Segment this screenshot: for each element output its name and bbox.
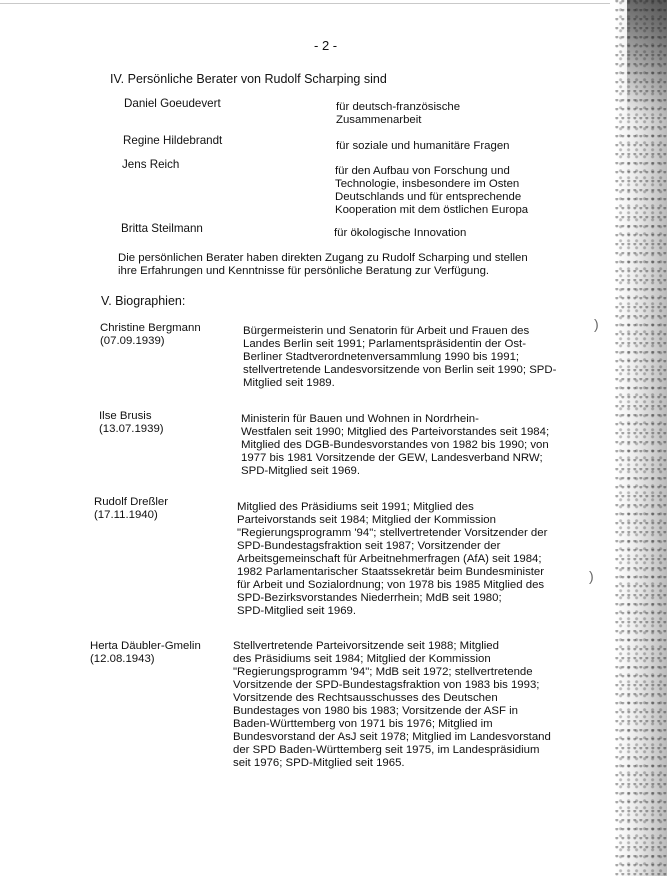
bio-line: der SPD Baden-Württemberg seit 1975, im Landespräsidium xyxy=(233,744,540,756)
advisor-role-line: Zusammenarbeit xyxy=(336,114,422,126)
bio-line: Bundestages von 1980 bis 1983; Vorsitzende der ASF in xyxy=(233,705,518,717)
bio-line: Berliner Stadtverordnetenversammlung 1990 bis 1991; xyxy=(243,351,520,363)
bio-date: (17.11.1940) xyxy=(94,509,158,521)
scan-edge-line xyxy=(0,3,610,4)
advisor-name: Daniel Goeudevert xyxy=(124,97,221,110)
advisor-note xyxy=(118,252,528,278)
bio-line: Mitglied seit 1989. xyxy=(243,377,335,389)
bio-line: des Präsidiums seit 1984; Mitglied der Kommission xyxy=(233,653,491,665)
note-line: ihre Erfahrungen und Kenntnisse für persönliche Beratung zur Verfügung. xyxy=(118,265,490,277)
bio-line: Mitglied des DGB-Bundesvorstandes von 1982 bis 1990; von xyxy=(241,439,549,451)
bio-date: (07.09.1939) xyxy=(100,335,165,347)
bio-name: Rudolf Dreßler xyxy=(94,496,169,508)
bio-line: stellvertretende Landesvorsitzende von Berlin seit 1990; SPD- xyxy=(243,364,557,376)
bio-person xyxy=(100,322,201,348)
scan-dark-corner xyxy=(627,0,667,120)
page-number: - 2 - xyxy=(314,38,338,53)
bio-text xyxy=(243,325,556,390)
bio-line: SPD-Mitglied seit 1969. xyxy=(237,605,357,617)
bio-line: Vorsitzende des Rechtsausschusses des Deutschen xyxy=(233,692,498,704)
bio-line: Ministerin für Bauen und Wohnen in Nordrhein- xyxy=(241,413,479,425)
bio-line: für Arbeit und Sozialordnung; von 1978 bis 1985 Mitglied des xyxy=(237,579,545,591)
bio-line: seit 1976; SPD-Mitglied seit 1965. xyxy=(233,757,405,769)
bio-line: "Regierungsprogramm '94"; stellvertretender Vorsitzender der xyxy=(237,527,548,539)
bio-line: Bürgermeisterin und Senatorin für Arbeit und Frauen des xyxy=(243,325,530,337)
advisor-role xyxy=(336,140,510,153)
bio-line: 1982 Parlamentarischer Staatssekretär beim Bundesminister xyxy=(237,566,545,578)
bio-person xyxy=(99,410,164,436)
advisor-name: Jens Reich xyxy=(122,158,180,171)
bio-date: (13.07.1939) xyxy=(99,423,164,435)
bio-line: SPD-Bundestagsfraktion seit 1987; Vorsitzender der xyxy=(237,540,501,552)
bio-name: Herta Däubler-Gmelin xyxy=(90,640,201,652)
bio-person xyxy=(90,640,201,666)
bio-line: Baden-Württemberg von 1971 bis 1976; Mitglied im xyxy=(233,718,493,730)
advisor-role-line: Technologie, insbesondere im Osten xyxy=(335,178,520,190)
bio-person xyxy=(94,496,168,522)
advisor-role xyxy=(335,165,528,217)
advisor-role xyxy=(334,227,466,240)
scan-mark: ) xyxy=(594,316,599,332)
bio-line: Landes Berlin seit 1991; Parlamentspräsidentin der Ost- xyxy=(243,338,527,350)
bio-line: SPD-Mitglied seit 1969. xyxy=(241,465,361,477)
bio-text xyxy=(241,413,549,478)
bio-text xyxy=(237,501,547,618)
bio-date: (12.08.1943) xyxy=(90,653,155,665)
scan-mark: ) xyxy=(589,568,594,584)
bio-name: Ilse Brusis xyxy=(99,410,152,422)
bio-line: Vorsitzende der SPD-Bundestagsfraktion von 1983 bis 1993; xyxy=(233,679,540,691)
advisor-name: Regine Hildebrandt xyxy=(123,134,223,147)
advisor-name: Britta Steilmann xyxy=(121,222,203,235)
bio-line: 1977 bis 1981 Vorsitzende der GEW, Landesverband NRW; xyxy=(241,452,543,464)
bio-line: Arbeitsgemeinschaft für Arbeitnehmerfragen (AfA) seit 1984; xyxy=(237,553,542,565)
bio-line: Mitglied des Präsidiums seit 1991; Mitglied des xyxy=(237,501,474,513)
bio-text xyxy=(233,640,551,770)
bio-line: "Regierungsprogramm '94"; MdB seit 1972; stellvertretende xyxy=(233,666,533,678)
advisor-role-line: für ökologische Innovation xyxy=(334,227,467,239)
note-line: Die persönlichen Berater haben direkten Zugang zu Rudolf Scharping und stellen xyxy=(118,252,528,264)
bio-line: SPD-Bezirksvorstandes Niederrhein; MdB seit 1980; xyxy=(237,592,502,604)
bio-line: Stellvertretende Parteivorsitzende seit 1988; Mitglied xyxy=(233,640,499,652)
bio-line: Parteivorstands seit 1984; Mitglied der Kommission xyxy=(237,514,496,526)
scan-noise-edge xyxy=(615,0,667,876)
bio-name: Christine Bergmann xyxy=(100,322,201,334)
section-iv-heading: IV. Persönliche Berater von Rudolf Scharping sind xyxy=(110,72,387,86)
advisor-role xyxy=(336,101,460,127)
advisor-role-line: für den Aufbau von Forschung und xyxy=(335,165,510,177)
advisor-role-line: für soziale und humanitäre Fragen xyxy=(336,140,510,152)
bio-line: Bundesvorstand der AsJ seit 1978; Mitglied im Landesvorstand xyxy=(233,731,551,743)
advisor-role-line: Kooperation mit dem östlichen Europa xyxy=(335,204,529,216)
bio-line: Westfalen seit 1990; Mitglied des Parteivorstandes seit 1984; xyxy=(241,426,550,438)
section-v-heading: V. Biographien: xyxy=(101,294,186,308)
advisor-role-line: Deutschlands und für entsprechende xyxy=(335,191,522,203)
advisor-role-line: für deutsch-französische xyxy=(336,101,461,113)
